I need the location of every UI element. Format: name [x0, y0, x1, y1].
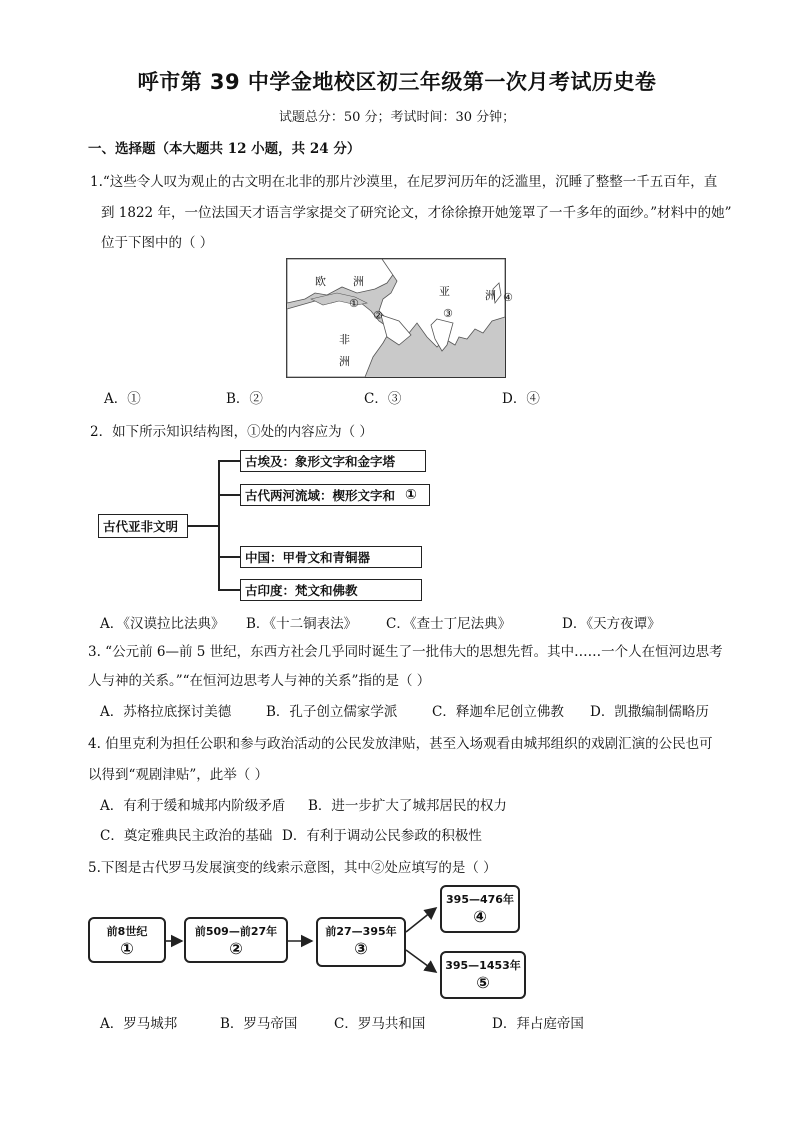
q2-branch-india — [240, 579, 422, 601]
exam-info: 试题总分：50 分；考试时间：30 分钟； — [278, 110, 516, 125]
map-marker-4: ④ — [503, 291, 513, 304]
connector-root — [188, 525, 218, 527]
q5-option-c: C．罗马共和国 — [334, 1016, 426, 1032]
map-label-asia-2: 洲 — [485, 289, 496, 302]
q3-line2: 人与神的关系。”“在恒河边思考人与神的关系”指的是（ ） — [88, 673, 431, 689]
map-label-africa-1: 非 — [339, 333, 350, 346]
q5-option-a: A．罗马城邦 — [100, 1016, 178, 1032]
q5-box-3 — [316, 917, 406, 967]
q5-box-5-mark: ⑤ — [476, 973, 490, 992]
connector-b4 — [218, 589, 240, 591]
q2-branch-egypt — [240, 450, 426, 472]
page-title: 呼市第 39 中学金地校区初三年级第一次月考试历史卷 — [137, 70, 657, 94]
q5-box-2-time: 前509—前27年 — [194, 925, 278, 938]
q4-option-b: B．进一步扩大了城邦居民的权力 — [308, 798, 507, 814]
q3-option-b: B．孔子创立儒家学派 — [266, 704, 398, 720]
q5-stem: 5.下图是古代罗马发展演变的线索示意图，其中②处应填写的是（ ） — [88, 860, 497, 876]
q1-line2: 到 1822 年，一位法国天才语言学家提交了研究论文，才徐徐撩开她笼罩了一千多年的面纱。”材料中的她” — [101, 205, 732, 221]
arrow-3-4 — [406, 908, 436, 932]
q5-option-d: D．拜占庭帝国 — [492, 1016, 584, 1032]
q2-option-b: B．《十二铜表法》 — [246, 616, 358, 632]
map-marker-2: ② — [373, 309, 383, 322]
section-heading: 一、选择题（本大题共 12 小题，共 24 分） — [88, 141, 361, 157]
q3-option-d: D．凯撒编制儒略历 — [590, 704, 709, 720]
q3-option-a: A．苏格拉底探讨美德 — [100, 704, 232, 720]
q5-box-1-time: 前8世纪 — [106, 925, 148, 938]
q2-branch-mesopotamia — [240, 484, 430, 506]
map-marker-3: ③ — [443, 307, 453, 320]
q1-option-b: B．② — [226, 391, 263, 407]
q5-box-4-mark: ④ — [473, 907, 487, 926]
india-land — [431, 319, 453, 351]
q2-branch-mesopotamia-label: 古代两河流域：楔形文字和 — [245, 488, 396, 503]
q3-option-c: C．释迦牟尼创立佛教 — [432, 704, 564, 720]
q2-root-box — [98, 514, 188, 538]
q5-box-1-mark: ① — [120, 939, 134, 958]
q1-line1: 1.“这些令人叹为观止的古文明在北非的那片沙漠里，在尼罗河历年的泛滥里，沉睡了整整一千五百年，直 — [90, 174, 718, 190]
q4-option-a: A．有利于缓和城邦内阶级矛盾 — [100, 798, 286, 814]
q2-branch-china — [240, 546, 422, 568]
connector-b3 — [218, 556, 240, 558]
map-label-europe-2: 洲 — [353, 275, 364, 288]
q4-line2: 以得到“观剧津贴”，此举（ ） — [88, 767, 269, 783]
q4-option-c: C．奠定雅典民主政治的基础 — [100, 828, 273, 844]
q5-box-1 — [88, 917, 166, 963]
q2-option-c: C．《查士丁尼法典》 — [386, 616, 512, 632]
q2-stem: 2．如下所示知识结构图，①处的内容应为（ ） — [90, 424, 373, 440]
q5-option-b: B．罗马帝国 — [220, 1016, 298, 1032]
arrow-3-5 — [406, 950, 436, 972]
q5-box-5-time: 395—1453年 — [445, 959, 521, 972]
map-label-asia-1: 亚 — [439, 285, 450, 298]
q1-option-d: D．④ — [502, 391, 540, 407]
connector-b1 — [218, 460, 240, 462]
map-label-europe-1: 欧 — [315, 275, 326, 288]
connector-vertical — [218, 460, 220, 590]
q2-option-d: D．《天方夜谭》 — [562, 616, 661, 632]
q1-option-a: A．① — [104, 391, 141, 407]
q4-line1: 4. 伯里克利为担任公职和参与政治活动的公民发放津贴，甚至入场观看由城邦组织的戏剧汇演的公民也可 — [88, 736, 713, 752]
q5-box-5 — [440, 951, 526, 999]
world-map-figure — [286, 258, 513, 378]
map-marker-1: ① — [349, 297, 359, 310]
q5-box-3-mark: ③ — [354, 939, 368, 958]
map-label-africa-2: 洲 — [339, 355, 350, 368]
q5-box-2-mark: ② — [229, 939, 243, 958]
connector-b2 — [218, 494, 240, 496]
q5-box-3-time: 前27—395年 — [325, 925, 397, 938]
q5-box-4-time: 395—476年 — [446, 893, 514, 906]
q2-blank-marker: ① — [405, 487, 417, 503]
q5-box-4 — [440, 885, 520, 933]
q1-line3: 位于下图中的（ ） — [101, 235, 214, 251]
q2-branch-egypt-label: 古埃及：象形文字和金字塔 — [245, 454, 396, 469]
q2-root-label: 古代亚非文明 — [103, 519, 179, 534]
q1-option-c: C．③ — [364, 391, 402, 407]
q3-line1: 3. “公元前 6—前 5 世纪，东西方社会几乎同时诞生了一批伟大的思想先哲。其中……一个人在恒河边思考 — [88, 644, 723, 660]
q5-box-2 — [184, 917, 288, 963]
q2-option-a: A．《汉谟拉比法典》 — [100, 616, 225, 632]
q4-option-d: D．有利于调动公民参政的积极性 — [282, 828, 482, 844]
q2-branch-india-label: 古印度：梵文和佛教 — [245, 583, 358, 598]
q2-branch-china-label: 中国：甲骨文和青铜器 — [245, 550, 371, 565]
